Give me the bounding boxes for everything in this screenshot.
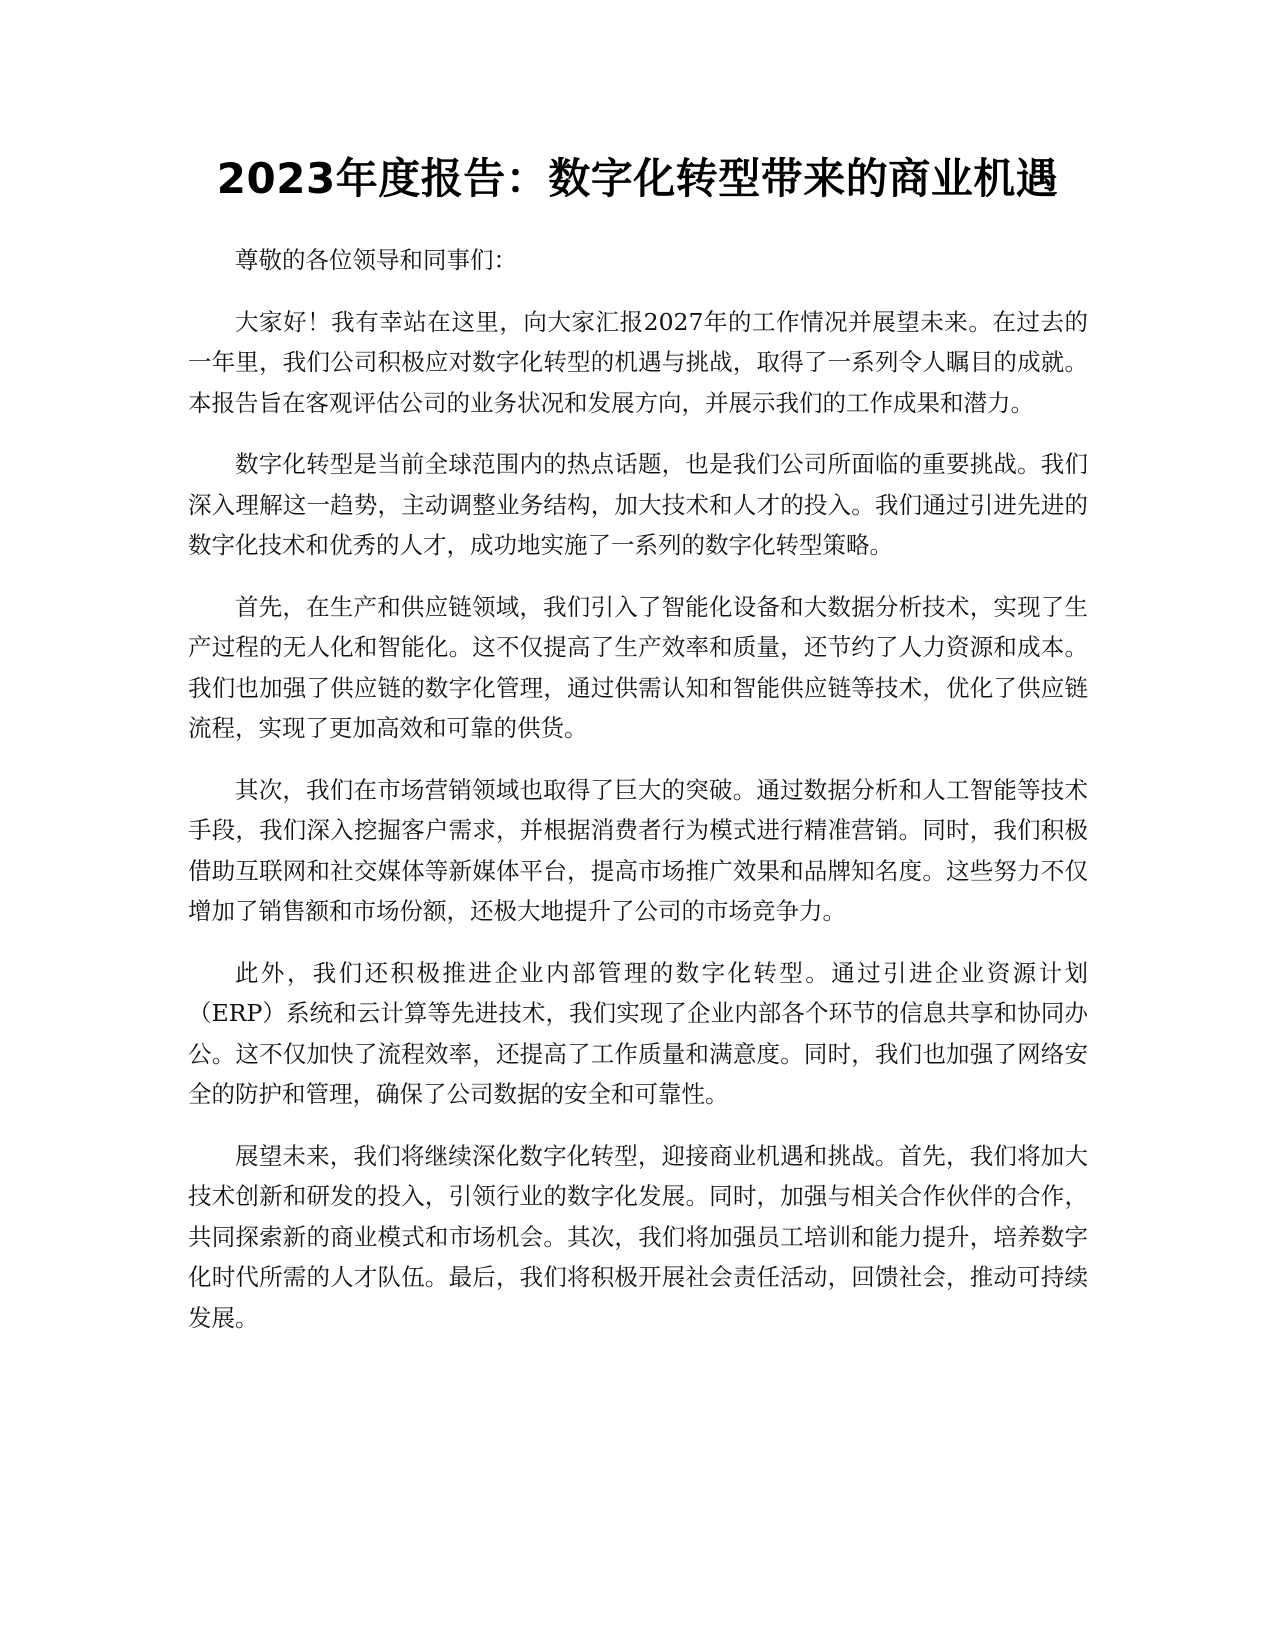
paragraph-salutation: 尊敬的各位领导和同事们： <box>235 246 517 274</box>
paragraph-internal-management: 此外，我们还积极推进企业内部管理的数字化转型。通过引进企业资源计划（ERP）系统和云计算等先进技术，我们实现了企业内部各个环节的信息共享和协同办公。这不仅加快了流程效率，还提高了工作质量和满意度。同时，我们也加强了网络安全的防护和管理，确保了公司数据的安全和可靠性。 <box>188 958 1088 1108</box>
paragraph-outlook: 展望未来，我们将继续深化数字化转型，迎接商业机遇和挑战。首先，我们将加大技术创新和研发的投入，引领行业的数字化发展。同时，加强与相关合作伙伴的合作，共同探索新的商业模式和市场机会。其次，我们将加强员工培训和能力提升，培养数字化时代所需的人才队伍。最后，我们将积极开展社会责任活动，回馈社会，推动可持续发展。 <box>188 1141 1088 1332</box>
paragraph-digital-transformation: 数字化转型是当前全球范围内的热点话题，也是我们公司所面临的重要挑战。我们深入理解这一趋势，主动调整业务结构，加大技术和人才的投入。我们通过引进先进的数字化技术和优秀的人才，成功地实施了一系列的数字化转型策略。 <box>188 450 1088 559</box>
paragraph-greeting: 大家好！我有幸站在这里，向大家汇报2027年的工作情况并展望未来。在过去的一年里，我们公司积极应对数字化转型的机遇与挑战，取得了一系列令人瞩目的成就。本报告旨在客观评估公司的业务状况和发展方向，并展示我们的工作成果和潜力。 <box>188 307 1088 417</box>
document-title: 2023年度报告：数字化转型带来的商业机遇 <box>216 154 1059 203</box>
document-body <box>188 240 1088 1359</box>
paragraph-production-supply-chain: 首先，在生产和供应链领域，我们引入了智能化设备和大数据分析技术，实现了生产过程的无人化和智能化。这不仅提高了生产效率和质量，还节约了人力资源和成本。我们也加强了供应链的数字化管理，通过供需认知和智能供应链等技术，优化了供应链流程，实现了更加高效和可靠的供货。 <box>188 592 1088 742</box>
paragraph-marketing: 其次，我们在市场营销领域也取得了巨大的突破。通过数据分析和人工智能等技术手段，我们深入挖掘客户需求，并根据消费者行为模式进行精准营销。同时，我们积极借助互联网和社交媒体等新媒体平台，提高市场推广效果和品牌知名度。这些努力不仅增加了销售额和市场份额，还极大地提升了公司的市场竞争力。 <box>188 775 1088 925</box>
